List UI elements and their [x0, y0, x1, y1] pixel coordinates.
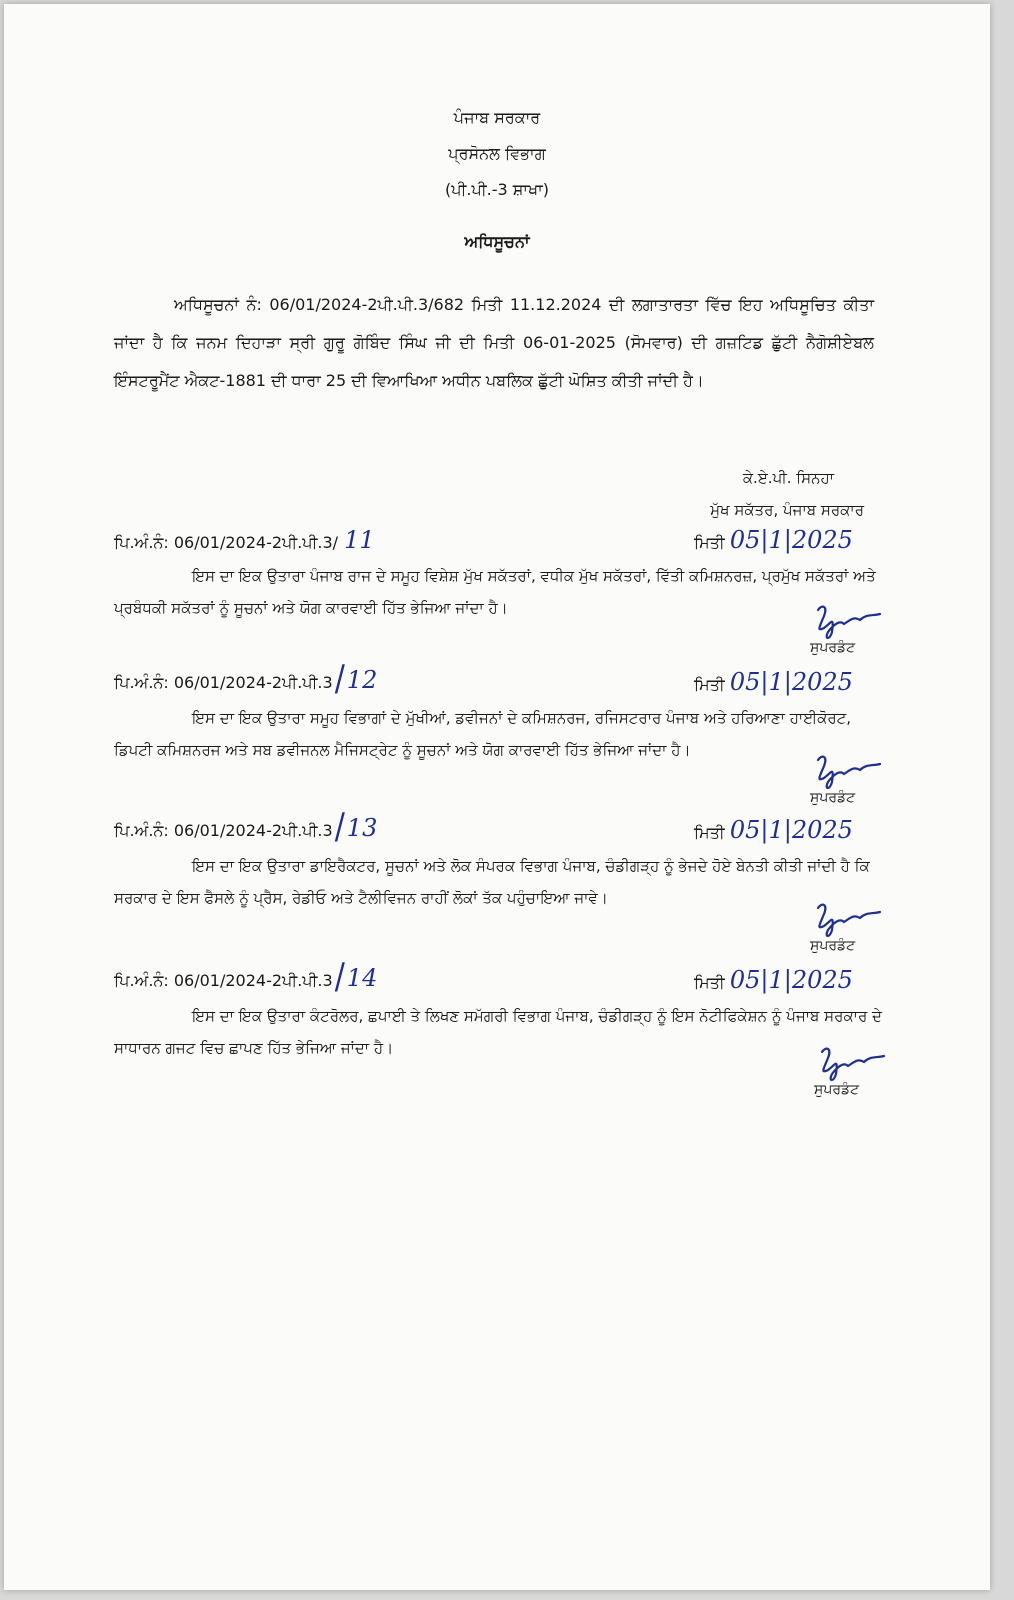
signer-role: ਸੁਪਰਡੰਟ [810, 790, 856, 806]
endorsement-ref-4: ਪਿ.ਅੰ.ਨੰ: 06/01/2024-2ਪੀ.ਪੀ.3/14 ਮਿਤੀ 05|1|2025 [114, 955, 853, 998]
ref-number-handwritten: 13 [346, 814, 378, 842]
endorsement-ref-1 [114, 526, 894, 558]
date-handwritten: 05|1|2025 [729, 816, 853, 844]
notification-text: ਅਧਿਸੂਚਨਾਂ ਨੰ: 06/01/2024-2ਪੀ.ਪੀ.3/682 ਮਿਤੀ 11.12.2024 ਦੀ ਲਗਾਤਾਰਤਾ ਵਿੱਚ ਇਹ ਅਧਿਸੂਚਿਤ ਕੀਤਾ ਜਾਂਦਾ ਹੈ ਕਿ ਜਨਮ ਦਿਹਾੜਾ ਸ੍ਰੀ ਗੁਰੂ ਗੋਬਿੰਦ ਸਿੰਘ ਜੀ ਦੀ ਮਿਤੀ 06-01-2025 (ਸੋਮਵਾਰ) ਦੀ ਗਜ਼ਟਿਡ ਛੁੱਟੀ ਨੈਗੋਸ਼ੀਏਬਲ ਇੰਸਟਰੂਮੈਂਟ ਐਕਟ-1881 ਦੀ ਧਾਰਾ 25 ਦੀ ਵਿਆਖਿਆ ਅਧੀਨ ਪਬਲਿਕ ਛੁੱਟੀ ਘੋਸ਼ਿਤ ਕੀਤੀ ਜਾਂਦੀ ਹੈ। [114, 295, 874, 390]
handwritten-signature [810, 900, 900, 940]
endorsement-ref-3: ਪਿ.ਅੰ.ਨੰ: 06/01/2024-2ਪੀ.ਪੀ.3/13 ਮਿਤੀ 05|1|2025 [114, 805, 853, 848]
handwritten-signature [810, 752, 900, 792]
notification-body [114, 286, 874, 400]
superintendent-signature-1 [810, 602, 910, 662]
ref-prefix: ਪਿ.ਅੰ.ਨੰ: 06/01/2024-2ਪੀ.ਪੀ.3 [114, 673, 333, 692]
signer-role: ਸੁਪਰਡੰਟ [814, 1082, 860, 1098]
header-government: ਪੰਜਾਬ ਸਰਕਾਰ [453, 108, 541, 127]
ref-number-handwritten: 14 [346, 964, 378, 992]
ref-prefix: ਪਿ.ਅੰ.ਨੰ: 06/01/2024-2ਪੀ.ਪੀ.3 [114, 821, 333, 840]
handwritten-signature [814, 1044, 904, 1084]
date-handwritten: 05|1|2025 [729, 526, 853, 554]
superintendent-signature-4 [814, 1044, 914, 1104]
endorsement-text-4: ਇਸ ਦਾ ਇਕ ਉਤਾਰਾ ਕੰਟਰੋਲਰ, ਛਪਾਈ ਤੇ ਲਿਖਣ ਸਮੱਗਰੀ ਵਿਭਾਗ ਪੰਜਾਬ, ਚੰਡੀਗੜ੍ਹ ਨੂੰ ਇਸ ਨੋਟੀਫਿਕੇਸ਼ਨ ਨੂੰ ਪੰਜਾਬ ਸਰਕਾਰ ਦੇ ਸਾਧਾਰਨ ਗਜਟ ਵਿਚ ਛਾਪਣ ਹਿੱਤ ਭੇਜਿਆ ਜਾਂਦਾ ਹੈ। [114, 1007, 882, 1057]
date-label: ਮਿਤੀ [694, 675, 725, 694]
signatory-designation: ਮੁੱਖ ਸਕੱਤਰ, ਪੰਜਾਬ ਸਰਕਾਰ [710, 501, 864, 519]
signatory-name: ਕੇ.ਏ.ਪੀ. ਸਿਨਹਾ [742, 469, 834, 487]
header-branch: (ਪੀ.ਪੀ.-3 ਸ਼ਾਖਾ) [445, 180, 549, 199]
endorsement-text-1: ਇਸ ਦਾ ਇਕ ਉਤਾਰਾ ਪੰਜਾਬ ਰਾਜ ਦੇ ਸਮੂਹ ਵਿਸ਼ੇਸ਼ ਮੁੱਖ ਸਕੱਤਰਾਂ, ਵਧੀਕ ਮੁੱਖ ਸਕੱਤਰਾਂ, ਵਿੱਤੀ ਕਮਿਸ਼ਨਰਜ਼, ਪ੍ਰਮੁੱਖ ਸਕੱਤਰਾਂ ਅਤੇ ਪ੍ਰਬੰਧਕੀ ਸਕੱਤਰਾਂ ਨੂੰ ਸੂਚਨਾਂ ਅਤੇ ਯੋਗ ਕਾਰਵਾਈ ਹਿੱਤ ਭੇਜਿਆ ਜਾਂਦਾ ਹੈ। [114, 567, 876, 617]
superintendent-signature-3 [810, 900, 910, 960]
endorsement-ref-2: ਪਿ.ਅੰ.ਨੰ: 06/01/2024-2ਪੀ.ਪੀ.3/12 ਮਿਤੀ 05|1|2025 [114, 657, 853, 700]
document-header [4, 100, 990, 208]
superintendent-signature-2 [810, 752, 910, 812]
endorsement-text-2: ਇਸ ਦਾ ਇਕ ਉਤਾਰਾ ਸਮੂਹ ਵਿਭਾਗਾਂ ਦੇ ਮੁੱਖੀਆਂ, ਡਵੀਜਨਾਂ ਦੇ ਕਮਿਸ਼ਨਰਜ, ਰਜਿਸਟਰਾਰ ਪੰਜਾਬ ਅਤੇ ਹਰਿਆਣਾ ਹਾਈਕੋਰਟ, ਡਿਪਟੀ ਕਮਿਸ਼ਨਰਜ ਅਤੇ ਸਬ ਡਵੀਜਨਲ ਮੈਜਿਸਟ੍ਰੇਟ ਨੂੰ ਸੂਚਨਾਂ ਅਤੇ ਯੋਗ ਕਾਰਵਾਈ ਹਿੱਤ ਭੇਜਿਆ ਜਾਂਦਾ ਹੈ। [114, 709, 852, 759]
ref-prefix: ਪਿ.ਅੰ.ਨੰ: 06/01/2024-2ਪੀ.ਪੀ.3/ [114, 533, 339, 552]
date-label: ਮਿਤੀ [694, 973, 725, 992]
ref-prefix: ਪਿ.ਅੰ.ਨੰ: 06/01/2024-2ਪੀ.ਪੀ.3 [114, 971, 333, 990]
signatory-block [564, 462, 864, 526]
date-label: ਮਿਤੀ [694, 823, 725, 842]
date-label: ਮਿਤੀ [694, 533, 725, 552]
header-department: ਪ੍ਰਸੋਨਲ ਵਿਭਾਗ [448, 144, 546, 163]
signer-role: ਸੁਪਰਡੰਟ [810, 640, 856, 656]
endorsement-text-3: ਇਸ ਦਾ ਇਕ ਉਤਾਰਾ ਡਾਇਰੈਕਟਰ, ਸੂਚਨਾਂ ਅਤੇ ਲੋਕ ਸੰਪਰਕ ਵਿਭਾਗ ਪੰਜਾਬ, ਚੰਡੀਗੜ੍ਹ ਨੂੰ ਭੇਜਦੇ ਹੋਏ ਬੇਨਤੀ ਕੀਤੀ ਜਾਂਦੀ ਹੈ ਕਿ ਸਰਕਾਰ ਦੇ ਇਸ ਫੈਸਲੇ ਨੂੰ ਪ੍ਰੈਸ, ਰੇਡੀਓ ਅਤੇ ਟੈਲੀਵਿਜਨ ਰਾਹੀਂ ਲੋਕਾਂ ਤੱਕ ਪਹੁੰਚਾਇਆ ਜਾਵੇ। [114, 857, 870, 907]
ref-number-handwritten: 12 [346, 666, 378, 694]
handwritten-signature [810, 602, 900, 642]
signer-role: ਸੁਪਰਡੰਟ [810, 938, 856, 954]
document-title: ਅਧਿਸੂਚਨਾਂ [464, 232, 530, 251]
date-handwritten: 05|1|2025 [729, 668, 853, 696]
date-handwritten: 05|1|2025 [729, 966, 853, 994]
notification-page [4, 4, 990, 1590]
ref-number-handwritten: 11 [344, 526, 375, 554]
